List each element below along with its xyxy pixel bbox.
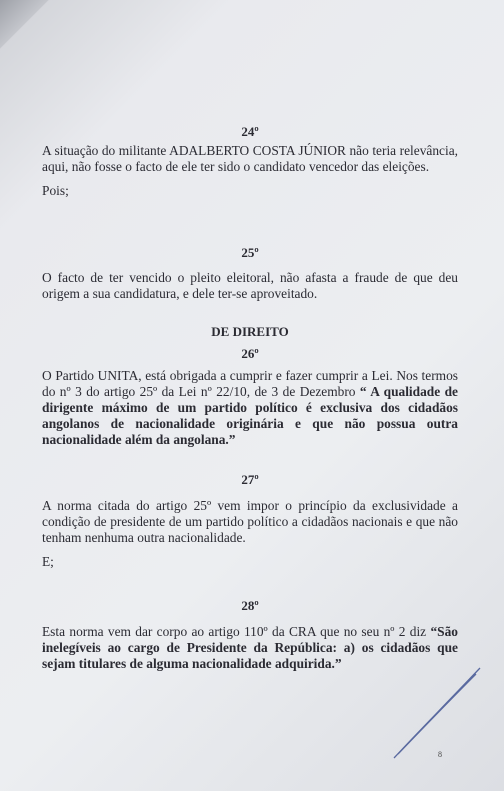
article-28-text: Esta norma vem dar corpo ao artigo 110º da CRA que no seu nº 2 diz xyxy=(42,624,431,639)
article-24-paragraph: A situação do militante ADALBERTO COSTA JÚNIOR não teria relevância, aqui, não fosse o facto de ele ter sido o candidato vencedor das eleições. xyxy=(42,143,458,174)
article-number-26: 26º xyxy=(241,346,259,361)
article-27-paragraph: A norma citada do artigo 25º vem impor o princípio da exclusividade a condição de presidente de um partido político a cidadãos nacionais e que não tenham nenhuma outra nacionalidade. xyxy=(42,498,458,545)
article-27-connector: E; xyxy=(42,554,54,569)
article-25-paragraph: O facto de ter vencido o pleito eleitoral, não afasta a fraude de que deu origem a sua candidatura, e dele ter-se aproveitado. xyxy=(42,270,458,301)
page-fold xyxy=(0,0,60,60)
section-heading-de-direito: DE DIREITO xyxy=(211,324,289,339)
article-number-25: 25º xyxy=(241,245,259,260)
article-number-27: 27º xyxy=(241,472,259,487)
article-number-24: 24º xyxy=(241,124,259,139)
article-26-paragraph xyxy=(42,368,458,448)
article-24-connector: Pois; xyxy=(42,183,69,198)
article-28-quote: “São inelegíveis ao cargo de Presidente da República: a) os cidadãos que sejam titulares de alguma nacionalidade adquirida.” xyxy=(42,624,458,671)
article-26-quote: “ A qualidade de dirigente máximo de um partido político é exclusiva dos cidadãos angolanos de nacionalidade originária e que não possua outra nacionalidade além da angolana.” xyxy=(42,384,458,447)
document-body xyxy=(42,120,458,672)
article-number-28: 28º xyxy=(241,598,259,613)
article-26-text: O Partido UNITA, está obrigada a cumprir e fazer cumprir a Lei. Nos termos do nº 3 do artigo 25º da Lei nº 22/10, de 3 de Dezembro xyxy=(42,368,458,399)
signature-stroke xyxy=(388,662,488,762)
page-number: 8 xyxy=(438,750,442,759)
